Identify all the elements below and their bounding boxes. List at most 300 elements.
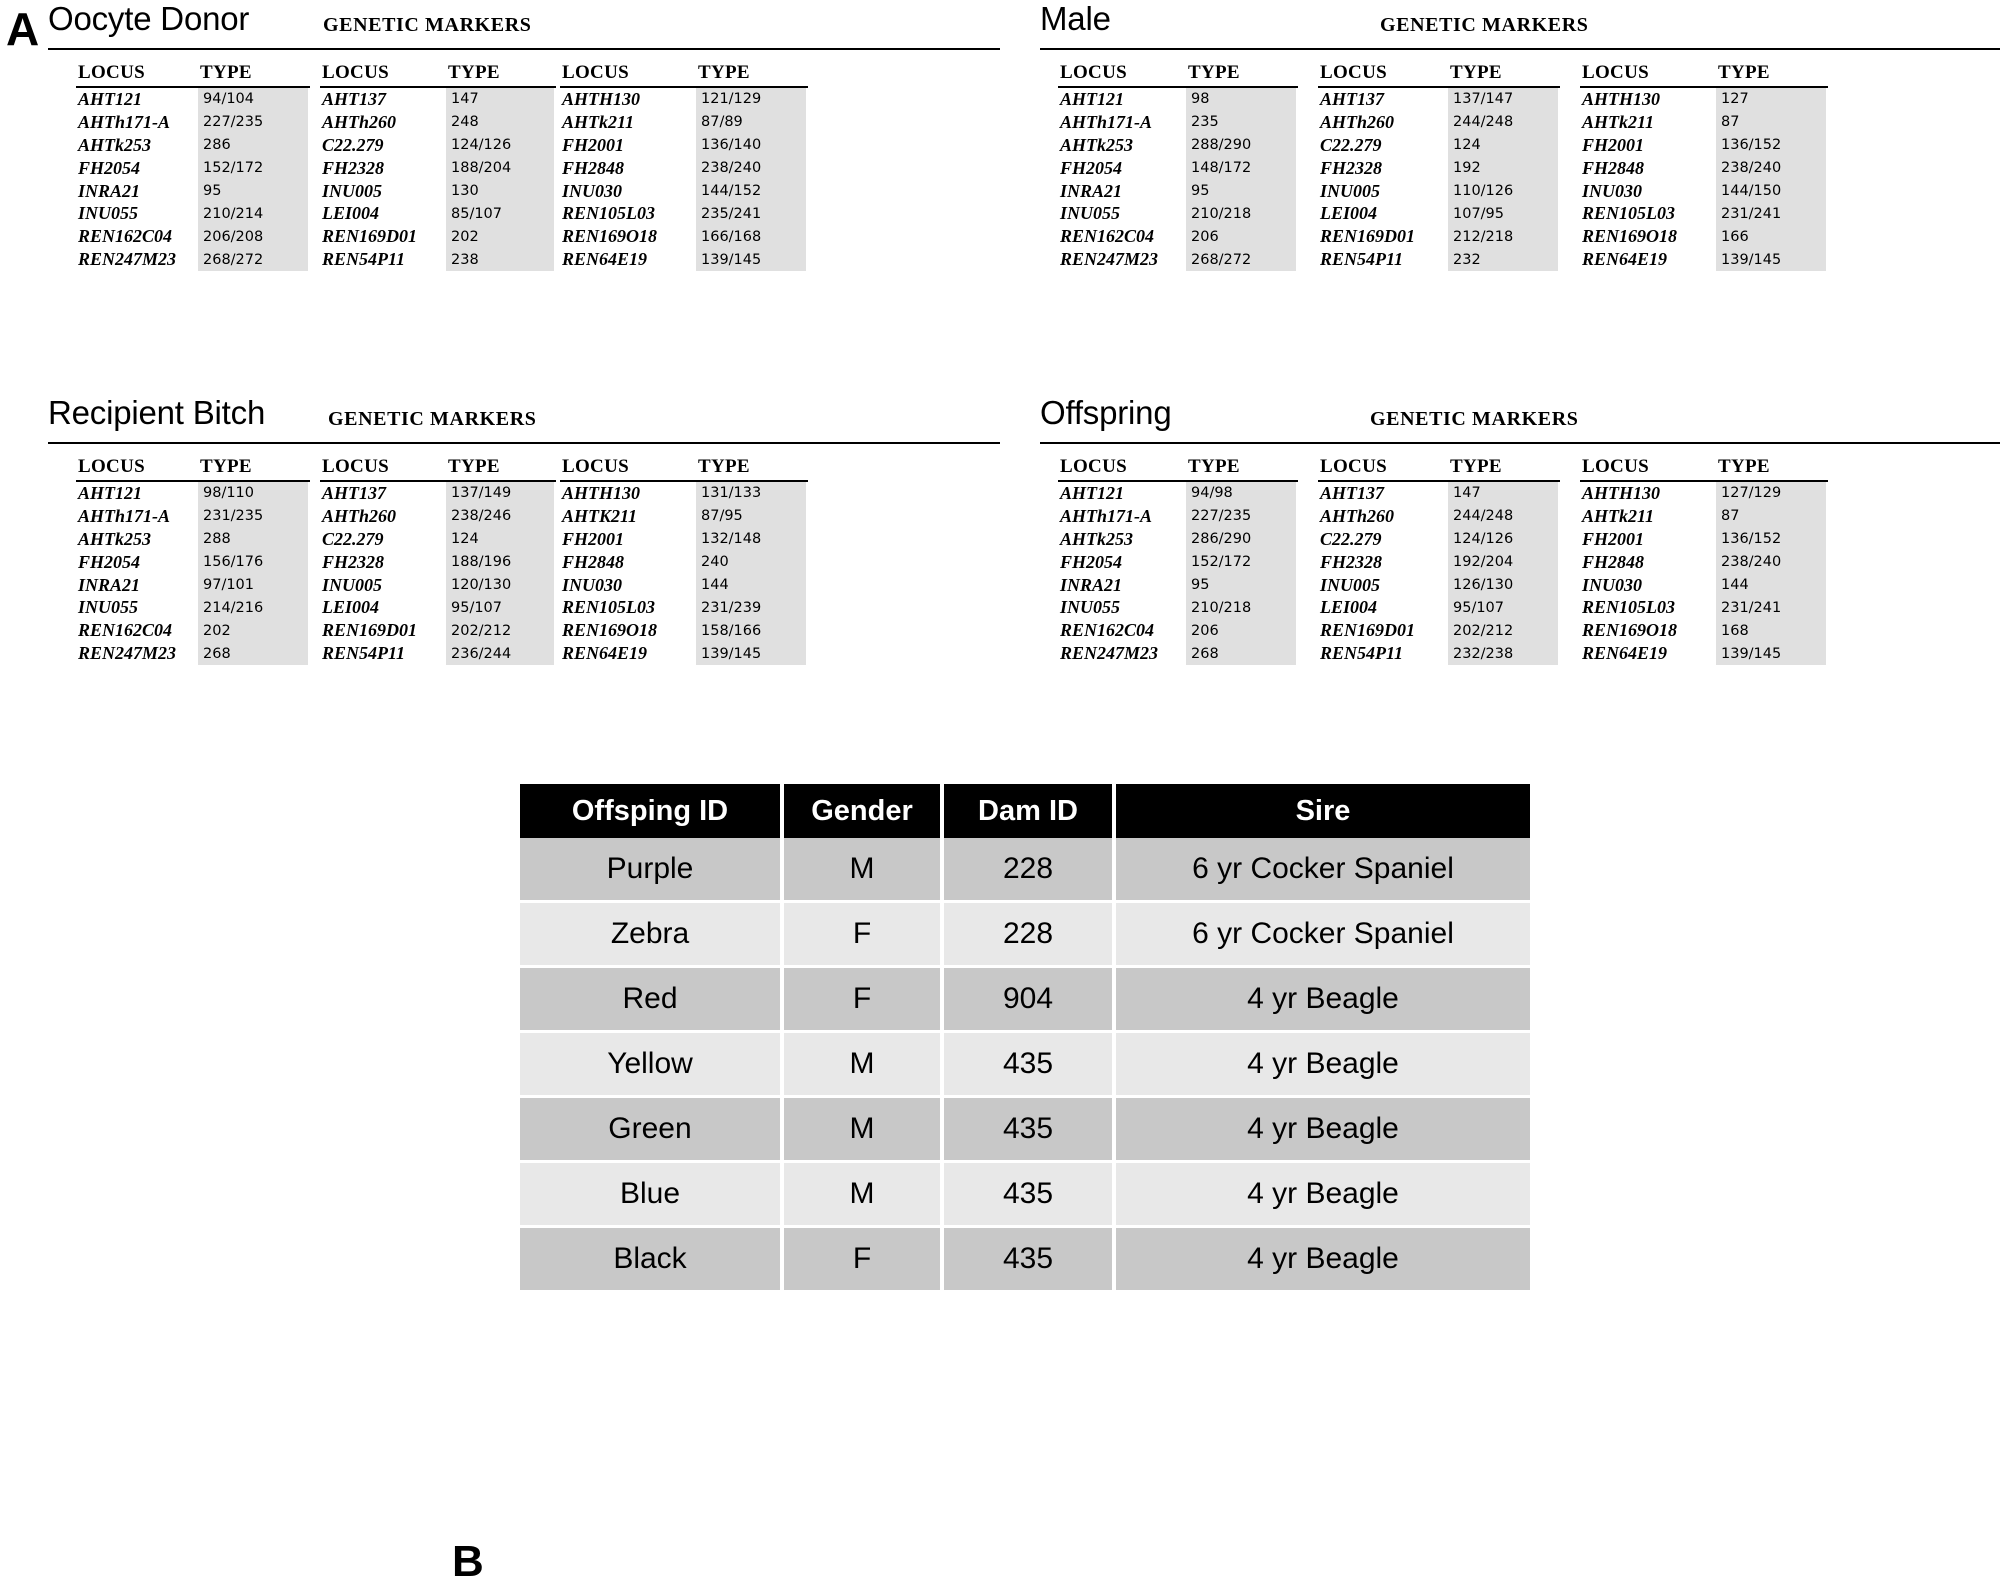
marker-row [320, 528, 556, 551]
locus-cell: AHTh260 [1320, 111, 1395, 132]
marker-row [560, 248, 808, 271]
marker-row [76, 505, 310, 528]
marker-row [1580, 111, 1828, 134]
locus-cell: AHTH130 [1582, 88, 1661, 109]
marker-row [1580, 619, 1828, 642]
type-cell: 144 [1721, 577, 1749, 593]
type-cell: 139/145 [1721, 645, 1782, 662]
marker-row [560, 596, 808, 619]
locus-cell: AHTk253 [1060, 528, 1134, 549]
marker-row [320, 551, 556, 574]
marker-row [1058, 596, 1298, 619]
locus-cell: AHTk211 [1582, 111, 1655, 132]
locus-cell: REN162C04 [78, 226, 173, 247]
marker-table-body [320, 88, 556, 271]
locus-cell: INU030 [562, 180, 623, 201]
marker-table-header-row [1058, 456, 1298, 482]
marker-row [560, 505, 808, 528]
type-cell: 147 [1453, 485, 1481, 502]
marker-row [1318, 596, 1560, 619]
type-cell: 98/110 [203, 485, 255, 502]
type-cell: 152/172 [203, 160, 264, 177]
marker-row [1058, 180, 1298, 203]
locus-cell: INU055 [78, 203, 139, 224]
type-cell: 126/130 [1453, 577, 1514, 593]
type-cell: 192 [1453, 160, 1481, 177]
type-cell: 152/172 [1191, 554, 1252, 571]
sire-cell: 4 yr Beagle [1114, 1097, 1530, 1162]
locus-cell: REN169O18 [1582, 620, 1678, 641]
marker-row [1318, 528, 1560, 551]
panel-a-letter: A [6, 3, 40, 55]
marker-table-header-row [76, 456, 310, 482]
marker-row [1318, 505, 1560, 528]
offspring-id-cell: Blue [520, 1162, 782, 1227]
genetic-markers-caption: GENETIC MARKERS [328, 408, 537, 430]
type-cell: 238/246 [451, 508, 512, 525]
gender-cell: M [782, 838, 942, 902]
marker-row [560, 202, 808, 225]
marker-row [1058, 157, 1298, 180]
type-cell: 144/152 [701, 183, 762, 199]
column-header-type: TYPE [1718, 62, 1770, 83]
offspring-table-row [520, 1097, 1530, 1162]
locus-cell: INU030 [1582, 574, 1643, 595]
marker-row [1318, 551, 1560, 574]
marker-row [1580, 482, 1828, 505]
genotype-group-recipient-bitch [48, 394, 1000, 664]
marker-table-body [76, 482, 310, 665]
marker-table-header-row [1580, 62, 1828, 88]
offspring-col-header-3: Sire [1114, 784, 1530, 838]
dam-id-cell: 435 [942, 1162, 1114, 1227]
type-cell: 238 [451, 251, 479, 268]
column-header-locus: LOCUS [562, 62, 629, 83]
marker-table-header-row [1580, 456, 1828, 482]
type-cell: 124 [1453, 137, 1481, 154]
locus-cell: AHTk253 [78, 134, 152, 155]
marker-table-body [560, 482, 808, 665]
marker-row [320, 134, 556, 157]
locus-cell: AHT137 [322, 482, 387, 503]
type-cell: 202 [203, 622, 231, 639]
type-cell: 166 [1721, 228, 1749, 245]
sire-cell: 4 yr Beagle [1114, 1032, 1530, 1097]
type-cell: 166/168 [701, 228, 762, 245]
gender-cell: M [782, 1032, 942, 1097]
gender-cell: M [782, 1097, 942, 1162]
type-cell: 127/129 [1721, 485, 1782, 502]
marker-row [320, 574, 556, 597]
marker-row [560, 134, 808, 157]
genotype-group-male [1040, 0, 2000, 270]
locus-cell: REN247M23 [1060, 249, 1159, 270]
type-cell: 214/216 [203, 599, 264, 616]
locus-cell: FH2054 [1060, 551, 1123, 572]
type-cell: 188/204 [451, 160, 512, 177]
locus-cell: INU005 [322, 180, 383, 201]
column-header-type: TYPE [200, 456, 252, 477]
type-cell: 202/212 [1453, 622, 1514, 639]
locus-cell: REN162C04 [1060, 226, 1155, 247]
marker-row [1058, 482, 1298, 505]
locus-cell: AHT121 [1060, 482, 1125, 503]
genotype-group-title: Recipient Bitch [48, 394, 266, 431]
locus-cell: FH2328 [1320, 157, 1383, 178]
type-cell: 268 [1191, 645, 1219, 662]
genotype-group-title: Offspring [1040, 394, 1172, 431]
marker-row [1580, 202, 1828, 225]
locus-cell: AHTh171-A [1060, 505, 1153, 526]
genotype-group-header [1040, 394, 2000, 450]
marker-table-body [1058, 88, 1298, 271]
type-cell: 244/248 [1453, 508, 1514, 525]
sire-cell: 6 yr Cocker Spaniel [1114, 838, 1530, 902]
marker-table [1058, 62, 1298, 271]
marker-row [76, 157, 310, 180]
type-cell: 87/89 [701, 114, 743, 131]
type-cell: 212/218 [1453, 228, 1514, 245]
locus-cell: AHTk211 [1582, 505, 1655, 526]
locus-cell: FH2001 [562, 134, 625, 155]
marker-table [1580, 62, 1828, 271]
type-cell: 148/172 [1191, 160, 1252, 177]
locus-cell: INRA21 [78, 180, 141, 201]
marker-row [1318, 619, 1560, 642]
marker-row [76, 134, 310, 157]
locus-cell: REN162C04 [78, 620, 173, 641]
type-cell: 268/272 [203, 251, 264, 268]
marker-row [560, 482, 808, 505]
locus-cell: REN105L03 [562, 597, 656, 618]
offspring-table-row [520, 967, 1530, 1032]
column-header-locus: LOCUS [1320, 456, 1387, 477]
dam-id-cell: 228 [942, 838, 1114, 902]
offspring-id-cell: Black [520, 1227, 782, 1291]
marker-table-header-row [76, 62, 310, 88]
type-cell: 144 [701, 577, 729, 593]
panel-a-genotypes [0, 0, 2000, 760]
type-cell: 97/101 [203, 577, 255, 593]
locus-cell: AHTh260 [322, 111, 397, 132]
sire-cell: 4 yr Beagle [1114, 967, 1530, 1032]
marker-row [1580, 596, 1828, 619]
marker-table [1580, 456, 1828, 665]
type-cell: 268/272 [1191, 251, 1252, 268]
locus-cell: C22.279 [322, 134, 384, 155]
marker-row [1580, 180, 1828, 203]
type-cell: 98 [1191, 91, 1210, 108]
marker-table-header-row [320, 62, 556, 88]
offspring-table-row [520, 1227, 1530, 1291]
marker-table-body [1318, 482, 1560, 665]
type-cell: 235/241 [701, 205, 762, 222]
marker-row [1318, 225, 1560, 248]
locus-cell: FH2001 [562, 528, 625, 549]
marker-table-body [320, 482, 556, 665]
locus-cell: INU005 [1320, 574, 1381, 595]
type-cell: 95/107 [1453, 599, 1505, 616]
marker-row [320, 202, 556, 225]
marker-row [76, 482, 310, 505]
marker-tables-row [1040, 456, 1828, 665]
locus-cell: INRA21 [78, 574, 141, 595]
dam-id-cell: 435 [942, 1227, 1114, 1291]
offspring-id-cell: Red [520, 967, 782, 1032]
locus-cell: C22.279 [322, 528, 384, 549]
locus-cell: REN64E19 [562, 643, 648, 664]
type-cell: 95 [1191, 183, 1210, 199]
locus-cell: REN64E19 [1582, 643, 1668, 664]
offspring-table-body [520, 838, 1530, 1290]
marker-table-body [1580, 482, 1828, 665]
type-cell: 144/150 [1721, 183, 1782, 199]
genotype-group-rule [1040, 442, 2000, 444]
type-cell: 288/290 [1191, 137, 1252, 154]
marker-row [320, 180, 556, 203]
locus-cell: AHTH130 [562, 88, 641, 109]
type-cell: 95 [1191, 577, 1210, 593]
locus-cell: AHT121 [1060, 88, 1125, 109]
type-cell: 130 [451, 183, 479, 199]
offspring-col-header-2: Dam ID [942, 784, 1114, 838]
locus-cell: FH2848 [1582, 157, 1645, 178]
dam-id-cell: 228 [942, 902, 1114, 967]
locus-cell: FH2054 [78, 551, 141, 572]
type-cell: 124/126 [1453, 531, 1514, 548]
type-cell: 136/140 [701, 137, 762, 154]
type-cell: 227/235 [203, 114, 264, 131]
type-cell: 235 [1191, 114, 1219, 131]
marker-row [320, 642, 556, 665]
locus-cell: INU005 [1320, 180, 1381, 201]
column-header-type: TYPE [1450, 456, 1502, 477]
marker-row [1058, 134, 1298, 157]
offspring-id-cell: Green [520, 1097, 782, 1162]
marker-row [76, 88, 310, 111]
locus-cell: INU055 [1060, 597, 1121, 618]
marker-row [1058, 111, 1298, 134]
marker-table-body [76, 88, 310, 271]
locus-cell: LEI004 [1320, 597, 1378, 618]
locus-cell: REN54P11 [322, 643, 406, 664]
genotype-group-rule [48, 442, 1000, 444]
marker-row [1318, 574, 1560, 597]
locus-cell: FH2328 [322, 157, 385, 178]
type-cell: 232/238 [1453, 645, 1514, 662]
type-cell: 240 [701, 554, 729, 571]
sire-cell: 4 yr Beagle [1114, 1227, 1530, 1291]
locus-cell: AHTh171-A [78, 111, 171, 132]
type-cell: 236/244 [451, 645, 512, 662]
type-cell: 132/148 [701, 531, 762, 548]
type-cell: 94/98 [1191, 485, 1233, 502]
marker-row [1058, 619, 1298, 642]
genotype-group-header [48, 0, 1000, 56]
type-cell: 286 [203, 137, 231, 154]
locus-cell: REN64E19 [1582, 249, 1668, 270]
type-cell: 210/214 [203, 205, 264, 222]
genotype-group-title: Male [1040, 0, 1111, 37]
marker-table [560, 62, 808, 271]
column-header-locus: LOCUS [322, 62, 389, 83]
marker-row [560, 88, 808, 111]
column-header-type: TYPE [698, 62, 750, 83]
marker-row [1058, 248, 1298, 271]
type-cell: 188/196 [451, 554, 512, 571]
type-cell: 95/107 [451, 599, 503, 616]
marker-row [1580, 551, 1828, 574]
type-cell: 121/129 [701, 91, 762, 108]
type-cell: 156/176 [203, 554, 264, 571]
marker-row [560, 111, 808, 134]
locus-cell: REN169O18 [562, 226, 658, 247]
marker-row [1058, 642, 1298, 665]
type-cell: 107/95 [1453, 205, 1505, 222]
marker-row [560, 619, 808, 642]
locus-cell: REN247M23 [78, 643, 177, 664]
type-cell: 231/239 [701, 599, 762, 616]
type-cell: 231/235 [203, 508, 264, 525]
genetic-markers-caption: GENETIC MARKERS [1380, 14, 1589, 36]
marker-row [1318, 642, 1560, 665]
column-header-type: TYPE [1718, 456, 1770, 477]
locus-cell: REN247M23 [78, 249, 177, 270]
genotype-group-header [1040, 0, 2000, 56]
type-cell: 238/240 [701, 160, 762, 177]
locus-cell: INU030 [1582, 180, 1643, 201]
marker-row [1580, 248, 1828, 271]
gender-cell: F [782, 967, 942, 1032]
type-cell: 139/145 [1721, 251, 1782, 268]
marker-row [1580, 574, 1828, 597]
type-cell: 137/147 [1453, 91, 1514, 108]
type-cell: 232 [1453, 251, 1481, 268]
locus-cell: FH2328 [1320, 551, 1383, 572]
marker-row [320, 111, 556, 134]
locus-cell: AHTH130 [562, 482, 641, 503]
marker-row [76, 596, 310, 619]
marker-row [76, 111, 310, 134]
type-cell: 210/218 [1191, 205, 1252, 222]
marker-table [560, 456, 808, 665]
marker-row [1058, 202, 1298, 225]
marker-tables-row [1040, 62, 1828, 271]
offspring-table-row [520, 1032, 1530, 1097]
marker-row [1580, 88, 1828, 111]
locus-cell: REN169O18 [1582, 226, 1678, 247]
type-cell: 206 [1191, 228, 1219, 245]
locus-cell: REN169O18 [562, 620, 658, 641]
marker-row [560, 528, 808, 551]
type-cell: 288 [203, 531, 231, 548]
offspring-summary-table [520, 784, 1530, 1290]
marker-row [320, 619, 556, 642]
marker-row [1058, 574, 1298, 597]
marker-row [1580, 157, 1828, 180]
offspring-table-header-row [520, 784, 1530, 838]
marker-row [560, 642, 808, 665]
type-cell: 87 [1721, 114, 1740, 131]
type-cell: 210/218 [1191, 599, 1252, 616]
marker-row [1058, 225, 1298, 248]
marker-row [1058, 528, 1298, 551]
locus-cell: AHT137 [1320, 482, 1385, 503]
marker-row [76, 180, 310, 203]
locus-cell: FH2001 [1582, 528, 1645, 549]
locus-cell: AHTk253 [78, 528, 152, 549]
marker-row [320, 505, 556, 528]
type-cell: 248 [451, 114, 479, 131]
marker-row [1058, 551, 1298, 574]
type-cell: 110/126 [1453, 183, 1514, 199]
marker-table [320, 456, 556, 665]
genotype-group-oocyte-donor [48, 0, 1000, 270]
offspring-table-row [520, 1162, 1530, 1227]
offspring-id-cell: Purple [520, 838, 782, 902]
type-cell: 87 [1721, 508, 1740, 525]
locus-cell: REN169D01 [1320, 226, 1416, 247]
marker-row [1580, 505, 1828, 528]
column-header-locus: LOCUS [78, 62, 145, 83]
marker-row [76, 551, 310, 574]
column-header-type: TYPE [448, 456, 500, 477]
marker-row [1580, 225, 1828, 248]
panel-b-letter: B [452, 1537, 484, 1586]
type-cell: 139/145 [701, 645, 762, 662]
marker-table [320, 62, 556, 271]
locus-cell: INU055 [78, 597, 139, 618]
genotype-group-rule [48, 48, 1000, 50]
locus-cell: AHTh260 [1320, 505, 1395, 526]
marker-row [76, 642, 310, 665]
gender-cell: F [782, 1227, 942, 1291]
sire-cell: 4 yr Beagle [1114, 1162, 1530, 1227]
type-cell: 192/204 [1453, 554, 1514, 571]
locus-cell: AHTh171-A [78, 505, 171, 526]
marker-row [560, 180, 808, 203]
locus-cell: FH2328 [322, 551, 385, 572]
offspring-id-cell: Zebra [520, 902, 782, 967]
column-header-locus: LOCUS [562, 456, 629, 477]
gender-cell: M [782, 1162, 942, 1227]
locus-cell: REN105L03 [1582, 597, 1676, 618]
locus-cell: REN54P11 [322, 249, 406, 270]
marker-table-body [560, 88, 808, 271]
column-header-type: TYPE [1188, 62, 1240, 83]
column-header-locus: LOCUS [78, 456, 145, 477]
locus-cell: AHT137 [322, 88, 387, 109]
marker-table-header-row [560, 62, 808, 88]
marker-row [76, 574, 310, 597]
locus-cell: REN169D01 [322, 620, 418, 641]
offspring-col-header-0: Offsping ID [520, 784, 782, 838]
column-header-locus: LOCUS [1582, 62, 1649, 83]
marker-table-header-row [1318, 456, 1560, 482]
marker-row [76, 528, 310, 551]
marker-row [1580, 134, 1828, 157]
locus-cell: REN54P11 [1320, 249, 1404, 270]
locus-cell: REN105L03 [562, 203, 656, 224]
genetic-markers-caption: GENETIC MARKERS [1370, 408, 1579, 430]
locus-cell: REN105L03 [1582, 203, 1676, 224]
gender-cell: F [782, 902, 942, 967]
marker-table [76, 456, 310, 665]
marker-row [1318, 482, 1560, 505]
marker-row [320, 157, 556, 180]
column-header-locus: LOCUS [1060, 62, 1127, 83]
locus-cell: AHTh260 [322, 505, 397, 526]
